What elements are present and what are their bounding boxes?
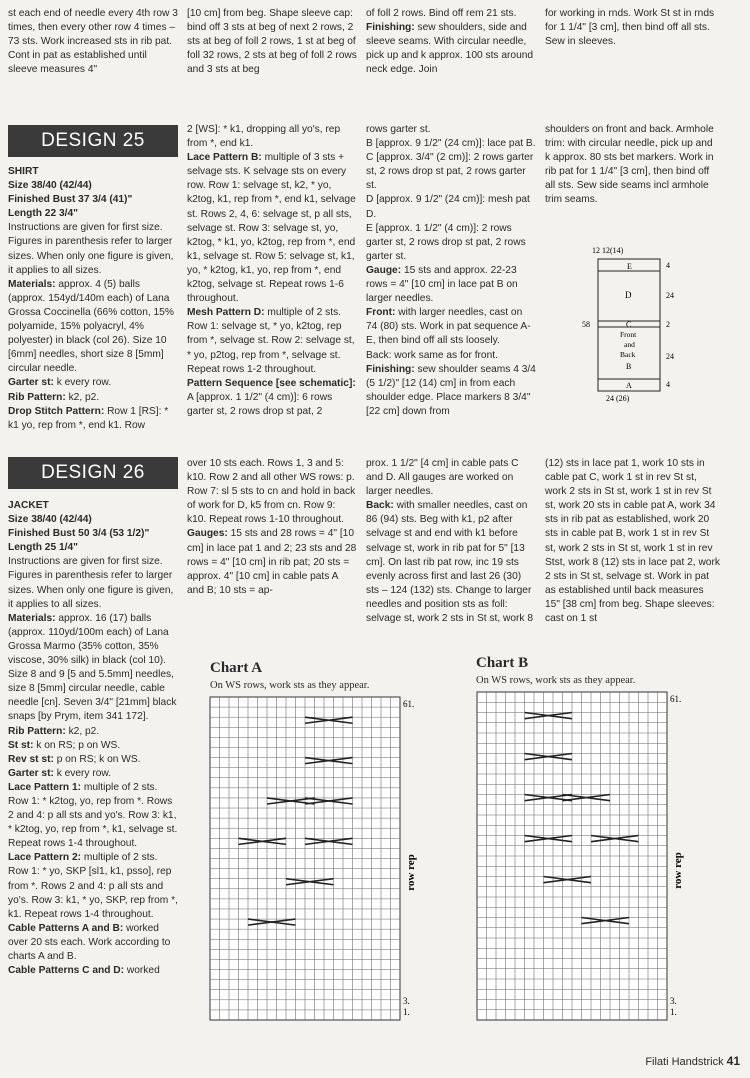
paragraph: Length 22 3/4" [8,208,78,220]
row-label-61: 61. [670,694,682,704]
design-26-col-2 [187,457,357,598]
paragraph: Back: with smaller needles, cast on 86 (94) sts. Beg with k1, p2 after selvage st and end with k1 before selvage st, work in rib pat for 5" [13 cm]. On last rib pat row, inc 19 sts evenly across first and last 26 (30) sts – 124 (132) sts. Change to larger needles and position sts as foll: selvage st, work 2 sts in St st, work 8 [366,500,534,625]
design-26-col-1 [8,499,178,978]
row-label-1: 1. [670,1007,677,1017]
row-rep-label: row rep [672,852,684,889]
paragraph: JACKET [8,500,49,511]
design-26-banner: DESIGN 26 [8,457,178,489]
schematic-d: D [625,290,632,300]
paragraph: Instructions are given for first size. Figures in parenthesis refer to larger sizes. When only one figure is given, it applies to all sizes. [8,556,174,610]
chart-a-grid [205,695,445,1025]
design-26-col-4: (12) sts in lace pat 1, work 10 sts in cable pat C, work 1 st in rev St st, work 2 sts in St st, work 1 st in rev St st, work 20 sts in cable pat A, work 34 sts in rib pat as established, work 20 sts in cable pat B, work 1 st in rev St st, work 2 sts in St st, work 1 st in rev Stst, work 8 (12) sts in lace pat 2, work 2 sts in St st, selvage st. Work in pat as established until back measures 15" [38 cm] from beg. Shape sleeves: cast on 1 st [545,458,720,625]
paragraph: Materials: approx. 4 (5) balls (approx. 154yd/140m each) of Lana Grossa Coccinella (66% cotton, 15% polyamide, 15% polyacryl, 4% polyester) in black (col 26). Size 10 [6mm] needles, short size 8 [5mm] circular needle. [8,278,174,375]
paragraph: Rib Pattern: k2, p2. [8,725,100,737]
paragraph: Gauge: 15 sts and approx. 22-23 rows = 4" [10 cm] in lace pat B on larger needles. [366,264,518,305]
row-label-3: 3. [670,996,677,1006]
schematic-and: and [624,340,635,349]
paragraph: SHIRT [8,166,39,177]
paragraph: Instructions are given for first size. Figures in parenthesis refer to larger sizes. When only one figure is given, it applies to all sizes. [8,222,174,276]
design-25-col-3 [366,123,536,419]
top-col-2: [10 cm] from beg. Shape sleeve cap: bind off 3 sts at beg of next 2 rows, 2 sts at beg of foll 2 rows, 1 st at beg of foll 32 rows, 2 sts at beg of foll 2 rows and 3 sts at beg [187,8,357,76]
top-col-1: st each end of needle every 4th row 3 times, then every other row 4 times – 73 sts. Work increased sts in rib pat. Cont in pat as established until sleeve measures 4" [8,8,178,76]
paragraph: Garter st: k every row. [8,767,112,779]
paragraph: Cable Patterns C and D: worked [8,965,160,977]
row-rep-label: row rep [405,854,417,891]
design-25-col-1 [8,165,178,433]
schematic-back: Back [620,350,636,359]
paragraph: Size 38/40 (42/44) [8,180,92,192]
paragraph: Materials: approx. 16 (17) balls (approx. 110yd/100m each) of Lana Grossa Marmo (35% cotton, 35% viscose, 30% silk) in black (col 10). Size 8 and 9 [5 and 5.5mm] needles, size 8 [5mm] circular needle, cable needle [cn]. Seven 3/4" [21mm] black snaps [by Prym, item 341 172]. [8,612,177,723]
chart-b-grid [472,690,712,1025]
paragraph: over 10 sts each. Rows 1, 3 and 5: k10. Row 2 and all other WS rows: p. Row 7: sl 5 sts to cn and hold in back of work for D, k5 from cn. Row 9: k10. Repeat rows 1-10 throughout. [187,458,356,526]
schematic-r4: 4 [666,261,670,270]
paragraph: Cable Patterns A and B: worked over 20 sts each. Work according to charts A and B. [8,922,171,962]
schematic-bottom: 24 (26) [606,394,630,403]
schematic-r24b: 24 [666,352,674,361]
schematic-left: 58 [582,320,590,329]
paragraph: Front: with larger needles, cast on 74 (80) sts. Work in pat sequence A-E, then bind off all sts loosely. [366,307,531,347]
chart-a-subtitle: On WS rows, work sts as they appear. [210,680,370,691]
paragraph: Lace Pattern 2: multiple of 2 sts. Row 1: * yo, SKP [sl1, k1, psso], rep from *. Rows 2 and 4: p all sts and yo's. Row 3: k1, * yo, SKP, rep from *, k1. Repeat rows 1-4 throughout. [8,852,178,920]
paragraph: Mesh Pattern D: multiple of 2 sts. Row 1: selvage st, * yo, k2tog, rep from *, selvage st. Row 2: selvage st, * yo, p2tog, rep from *, selvage st. Repeat rows 1-2 throughout. [187,307,355,375]
schematic-c: C [626,320,632,329]
schematic-top-label: 12 12(14) [592,246,624,255]
paragraph: Rib Pattern: k2, p2. [8,391,100,403]
paragraph: Gauges: 15 sts and 28 rows = 4" [10 cm] in lace pat 1 and 2; 23 sts and 28 rows = 4" [10 cm] in rib pat; 20 sts = approx. 4" [10 cm] in cable pats A and B; 10 sts = ap- [187,528,357,596]
chart-a-title: Chart A [210,660,263,676]
paragraph: Size 38/40 (42/44) [8,514,92,526]
paragraph: B [approx. 9 1/2" (24 cm)]: lace pat B. [366,138,536,150]
footer-magazine: Filati Handstrick [645,1056,724,1068]
paragraph: Drop Stitch Pattern: Row 1 [RS]: * k1 yo, rep from *, end k1. Row [8,405,169,431]
design-25-col-4: shoulders on front and back. Armhole trim: with circular needle, pick up and k approx. 80 sts bet markers. Work in rib pat for 1 1/4" [3 cm], then bind off all sts. Sew side seams incl armhole trim seams. [545,124,714,206]
top-col-4: for working in rnds. Work St st in rnds for 1 1/4" [3 cm], then bind off all sts. Sew in sleeves. [545,8,715,48]
paragraph: rows garter st. [366,124,431,135]
paragraph: D [approx. 9 1/2" (24 cm)]: mesh pat D. [366,194,530,220]
paragraph: Garter st: k every row. [8,377,112,389]
design-26-col-3 [366,457,536,626]
paragraph: Finishing: sew shoulder seams 4 3/4 (5 1/2)" [12 (14) cm] in from each shoulder edge. Place markers 8 3/4" [22 cm] down from [366,363,536,417]
row-label-61: 61. [403,699,415,709]
paragraph: Length 25 1/4" [8,542,78,554]
chart-b-subtitle: On WS rows, work sts as they appear. [476,675,636,686]
design-25-banner: DESIGN 25 [8,125,178,157]
chart-b-title: Chart B [476,655,529,671]
paragraph: 2 [WS]: * k1, dropping all yo's, rep from *, end k1. [187,124,341,150]
schematic-r2: 2 [666,320,670,329]
paragraph: St st: k on RS; p on WS. [8,739,121,751]
paragraph: E [approx. 1 1/2" (4 cm)]: 2 rows garter st, 2 rows drop st pat, 2 rows garter st. [366,222,526,262]
top-col-3: of foll 2 rows. Bind off rem 21 sts. Finishing: sew shoulders, side and sleeve seams. With circular needle, pick up and k approx. 100 sts around neck edge. Join [366,8,534,76]
paragraph: Lace Pattern 1: multiple of 2 sts. Row 1: * k2tog, yo, rep from *. Rows 2 and 4: p all sts and yo's. Row 3: k1, * k2tog, yo, rep from *, k1, selvage st. Repeat rows 1-4 throughout. [8,781,178,850]
page-number: 41 [726,1054,740,1068]
schematic-r24a: 24 [666,291,674,300]
paragraph: Back: work same as for front. [366,349,498,361]
paragraph: Lace Pattern B: multiple of 3 sts + selvage sts. K selvage sts on every row. Row 1: selvage st, k2, * yo, k2tog, k1, rep from *, end k1, selvage st. Rows 2, 4, 6: selvage st, p all sts, selvage st. Row 3: selvage st, yo, k2tog, * k1, yo, k2tog, rep from *, end k1, selvage st. Row 5: selvage st, k1, yo, * k2tog, k1, yo, rep from *, end k2tog, selvage st. Repeat rows 1-6 throughout. [187,152,356,305]
schematic-b: B [626,362,632,371]
paragraph: Pattern Sequence [see schematic]: [187,377,356,389]
schematic-r4b: 4 [666,380,670,389]
design-25-col-2 [187,123,357,419]
schematic-a: A [626,381,632,390]
paragraph: Finished Bust 50 3/4 (53 1/2)" [8,528,150,540]
paragraph: prox. 1 1/2" [4 cm] in cable pats C and D. All gauges are worked on larger needles. [366,458,519,498]
page-footer [645,1054,740,1068]
paragraph: Finished Bust 37 3/4 (41)" [8,194,133,206]
shirt-schematic [580,243,690,403]
paragraph: C [approx. 3/4" (2 cm)]: 2 rows garter st, 2 rows drop st pat, 2 rows garter st. [366,152,534,192]
paragraph: A [approx. 1 1/2" (4 cm)]: 6 rows garter st, 2 rows drop st pat, 2 [187,391,333,417]
schematic-e: E [627,262,632,271]
row-label-3: 3. [403,996,410,1006]
schematic-front: Front [620,330,637,339]
paragraph: Rev st st: p on RS; k on WS. [8,753,141,765]
row-label-1: 1. [403,1007,410,1017]
